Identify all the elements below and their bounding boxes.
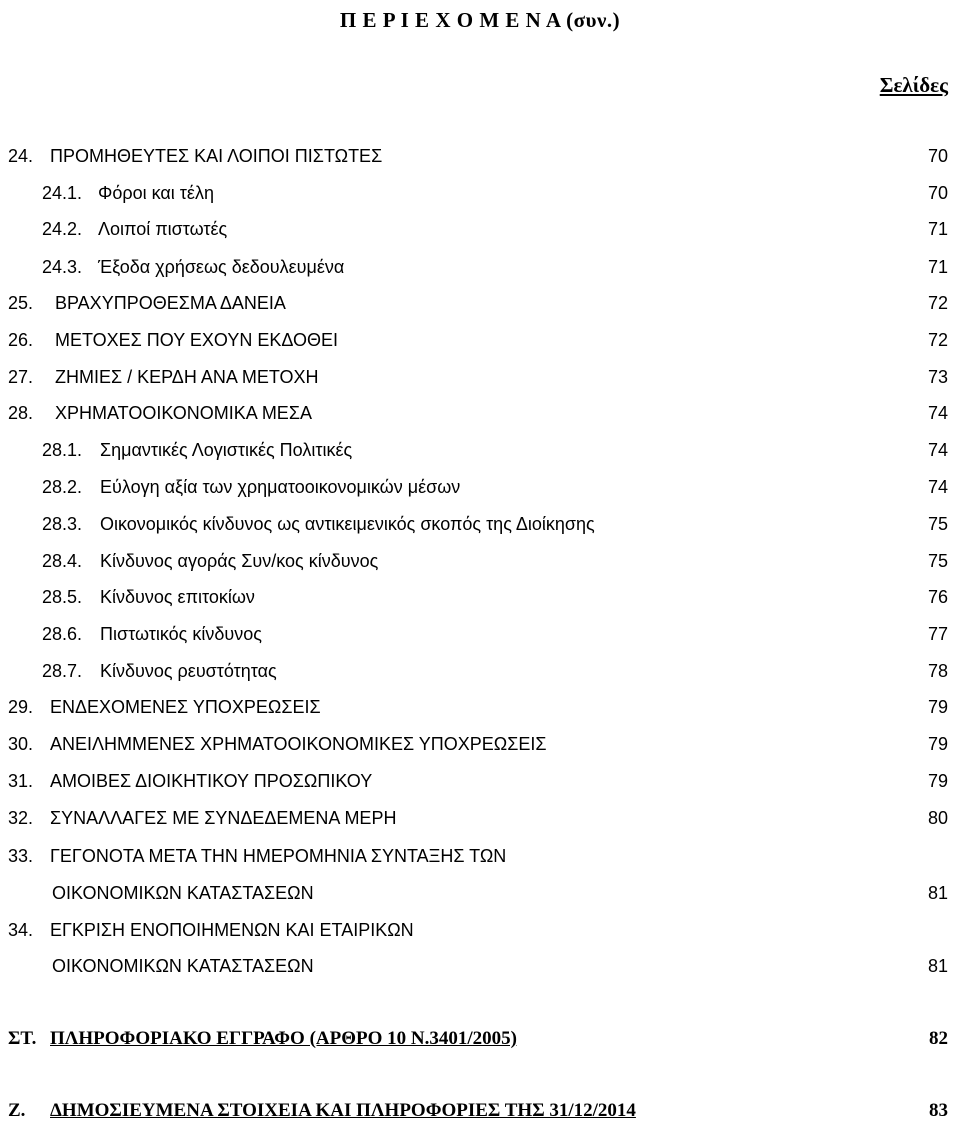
toc-page-number: 74 <box>927 440 948 460</box>
toc-number: 28.6. <box>42 624 83 644</box>
toc-row[interactable] <box>0 400 960 426</box>
toc-text: ΑΜΟΙΒΕΣ ΔΙΟΙΚΗΤΙΚΟΥ ΠΡΟΣΩΠΙΚΟΥ <box>50 771 373 791</box>
toc-page-number: 72 <box>927 330 948 350</box>
toc-row[interactable] <box>0 917 960 943</box>
section-page-number: 83 <box>929 1100 948 1121</box>
toc-text: ΕΓΚΡΙΣΗ ΕΝΟΠΟΙΗΜΕΝΩΝ ΚΑΙ ΕΤΑΙΡΙΚΩΝ <box>50 920 414 940</box>
toc-row[interactable] <box>0 254 960 280</box>
toc-page-number: 74 <box>927 403 948 423</box>
toc-row[interactable] <box>0 474 960 500</box>
toc-number: 30. <box>8 734 34 754</box>
toc-text: ΓΕΓΟΝΟΤΑ ΜΕΤΑ ΤΗΝ ΗΜΕΡΟΜΗΝΙΑ ΣΥΝΤΑΞΗΣ ΤΩΝ <box>50 846 507 866</box>
section-number: Ζ. <box>8 1100 26 1121</box>
toc-number: 28.5. <box>42 587 83 607</box>
toc-page-number: 77 <box>927 624 948 644</box>
toc-text: Σημαντικές Λογιστικές Πολιτικές <box>100 440 353 460</box>
toc-number: 26. <box>8 330 34 350</box>
toc-page-number: 80 <box>927 808 948 828</box>
toc-row[interactable] <box>0 694 960 720</box>
toc-text: ΣΥΝΑΛΛΑΓΕΣ ΜΕ ΣΥΝΔΕΔΕΜΕΝΑ ΜΕΡΗ <box>50 808 397 828</box>
toc-row[interactable] <box>0 180 960 206</box>
toc-number: 28. <box>8 403 34 423</box>
toc-row[interactable] <box>0 880 960 906</box>
toc-number: 34. <box>8 920 34 940</box>
toc-row[interactable] <box>0 621 960 647</box>
section-row[interactable] <box>0 1098 960 1124</box>
toc-text: ΑΝΕΙΛΗΜΜΕΝΕΣ ΧΡΗΜΑΤΟΟΙΚΟΝΟΜΙΚΕΣ ΥΠΟΧΡΕΩΣΕΙΣ <box>50 734 547 754</box>
toc-page-number: 81 <box>927 883 948 903</box>
toc-number: 24.3. <box>42 257 83 277</box>
toc-number: 28.2. <box>42 477 83 497</box>
toc-page-number: 72 <box>927 293 948 313</box>
toc-text: Φόροι και τέλη <box>98 183 214 203</box>
toc-number: 29. <box>8 697 34 717</box>
toc-text: Κίνδυνος ρευστότητας <box>100 661 277 681</box>
toc-page-number: 79 <box>927 734 948 754</box>
toc-text: ΠΡΟΜΗΘΕΥΤΕΣ ΚΑΙ ΛΟΙΠΟΙ ΠΙΣΤΩΤΕΣ <box>50 146 383 166</box>
toc-page-number: 75 <box>927 551 948 571</box>
toc-number: 24. <box>8 146 34 166</box>
toc-page-number: 71 <box>927 257 948 277</box>
toc-number: 28.7. <box>42 661 83 681</box>
toc-row[interactable] <box>0 731 960 757</box>
toc-number: 28.3. <box>42 514 83 534</box>
toc-row[interactable] <box>0 953 960 979</box>
toc-text: Λοιποί πιστωτές <box>98 219 228 239</box>
toc-row[interactable] <box>0 364 960 390</box>
toc-number: 31. <box>8 771 34 791</box>
toc-page-number: 70 <box>927 183 948 203</box>
toc-text: Κίνδυνος επιτοκίων <box>100 587 255 607</box>
toc-row[interactable] <box>0 658 960 684</box>
toc-row[interactable] <box>0 584 960 610</box>
toc-row[interactable] <box>0 143 960 169</box>
toc-row[interactable] <box>0 843 960 869</box>
toc-number: 32. <box>8 808 34 828</box>
toc-page-number: 74 <box>927 477 948 497</box>
toc-text: ΜΕΤΟΧΕΣ ΠΟΥ ΕΧΟΥΝ ΕΚΔΟΘΕΙ <box>55 330 339 350</box>
toc-page-number: 75 <box>927 514 948 534</box>
toc-number: 27. <box>8 367 34 387</box>
section-title: ΔΗΜΟΣΙΕΥΜΕΝΑ ΣΤΟΙΧΕΙΑ ΚΑΙ ΠΛΗΡΟΦΟΡΙΕΣ ΤΗΣ 31/12/2014 <box>50 1100 636 1121</box>
toc-text: Έξοδα χρήσεως δεδουλευμένα <box>98 257 345 277</box>
page-title: Π Ε Ρ Ι Ε Χ Ο Μ Ε Ν Α (συν.) <box>339 8 621 32</box>
toc-page-number: 71 <box>927 219 948 239</box>
toc-text: ΒΡΑΧΥΠΡΟΘΕΣΜΑ ΔΑΝΕΙΑ <box>55 293 286 313</box>
toc-text: ΖΗΜΙΕΣ / ΚΕΡΔΗ ΑΝΑ ΜΕΤΟΧΗ <box>55 367 319 387</box>
toc-page-number: 79 <box>927 771 948 791</box>
toc-page-number: 70 <box>927 146 948 166</box>
toc-text: ΧΡΗΜΑΤΟΟΙΚΟΝΟΜΙΚΑ ΜΕΣΑ <box>55 403 312 423</box>
toc-row[interactable] <box>0 548 960 574</box>
pages-column-label: Σελίδες <box>879 73 948 97</box>
toc-text: ΟΙΚΟΝΟΜΙΚΩΝ ΚΑΤΑΣΤΑΣΕΩΝ <box>52 956 314 976</box>
toc-row[interactable] <box>0 216 960 242</box>
toc-page-number: 79 <box>927 697 948 717</box>
toc-number: 28.1. <box>42 440 83 460</box>
toc-text: Οικονομικός κίνδυνος ως αντικειμενικός σκοπός της Διοίκησης <box>100 514 595 534</box>
toc-row[interactable] <box>0 327 960 353</box>
toc-row[interactable] <box>0 768 960 794</box>
toc-number: 25. <box>8 293 34 313</box>
toc-row[interactable] <box>0 437 960 463</box>
toc-page-number: 76 <box>927 587 948 607</box>
toc-number: 28.4. <box>42 551 83 571</box>
section-number: ΣΤ. <box>8 1028 37 1049</box>
toc-row[interactable] <box>0 805 960 831</box>
section-page-number: 82 <box>929 1028 948 1049</box>
section-title: ΠΛΗΡΟΦΟΡΙΑΚΟ ΕΓΓΡΑΦΟ (ΑΡΘΡΟ 10 Ν.3401/2005) <box>50 1028 517 1049</box>
toc-page-number: 78 <box>927 661 948 681</box>
toc-row[interactable] <box>0 511 960 537</box>
toc-number: 24.2. <box>42 219 83 239</box>
toc-text: ΕΝΔΕΧΟΜΕΝΕΣ ΥΠΟΧΡΕΩΣΕΙΣ <box>50 697 321 717</box>
toc-number: 24.1. <box>42 183 83 203</box>
toc-text: Κίνδυνος αγοράς Συν/κος κίνδυνος <box>100 551 379 571</box>
toc-page-number: 73 <box>927 367 948 387</box>
toc-text: Εύλογη αξία των χρηματοοικονομικών μέσων <box>100 477 461 497</box>
toc-page-number: 81 <box>927 956 948 976</box>
toc-text: ΟΙΚΟΝΟΜΙΚΩΝ ΚΑΤΑΣΤΑΣΕΩΝ <box>52 883 314 903</box>
section-row[interactable] <box>0 1026 960 1052</box>
toc-text: Πιστωτικός κίνδυνος <box>100 624 262 644</box>
toc-row[interactable] <box>0 290 960 316</box>
toc-number: 33. <box>8 846 34 866</box>
